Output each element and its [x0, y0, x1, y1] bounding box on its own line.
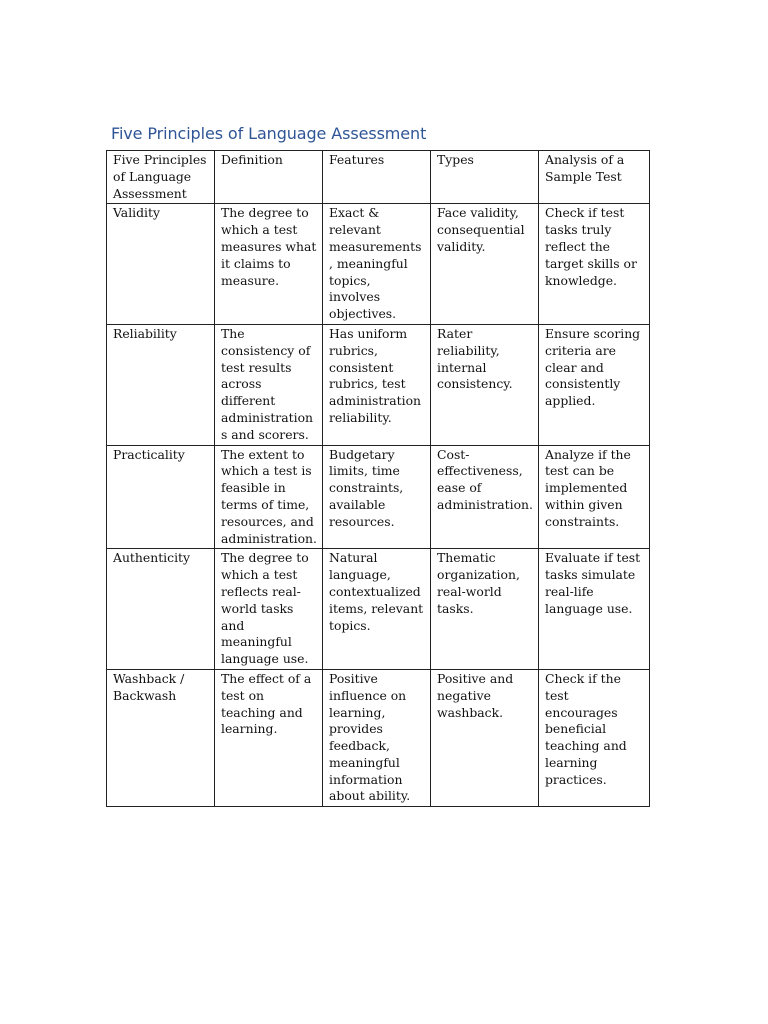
cell-types: Thematic organization, real-world tasks. [431, 549, 539, 670]
cell-types: Rater reliability, internal consistency. [431, 324, 539, 445]
cell-analysis: Analyze if the test can be implemented within given constraints. [539, 445, 650, 549]
cell-definition: The degree to which a test reflects real-world tasks and meaningful language use. [215, 549, 323, 670]
cell-principle: Practicality [107, 445, 215, 549]
cell-features: Budgetary limits, time constraints, available resources. [323, 445, 431, 549]
cell-analysis: Ensure scoring criteria are clear and consistently applied. [539, 324, 650, 445]
table-row [107, 445, 650, 549]
cell-principle: Reliability [107, 324, 215, 445]
cell-definition: The consistency of test results across different administrations and scorers. [215, 324, 323, 445]
cell-analysis: Check if test tasks truly reflect the target skills or knowledge. [539, 204, 650, 325]
cell-types: Cost-effectiveness, ease of administration. [431, 445, 539, 549]
cell-features: Has uniform rubrics, consistent rubrics, test administration reliability. [323, 324, 431, 445]
cell-principle: Authenticity [107, 549, 215, 670]
header-types: Types [431, 151, 539, 204]
cell-features: Positive influence on learning, provides feedback, meaningful information about ability. [323, 669, 431, 806]
cell-analysis: Check if the test encourages beneficial teaching and learning practices. [539, 669, 650, 806]
page-title: Five Principles of Language Assessment [111, 124, 427, 143]
cell-types: Positive and negative washback. [431, 669, 539, 806]
cell-types: Face validity, consequential validity. [431, 204, 539, 325]
table-row [107, 204, 650, 325]
table-row [107, 669, 650, 806]
cell-definition: The degree to which a test measures what it claims to measure. [215, 204, 323, 325]
header-principles: Five Principles of Language Assessment [107, 151, 215, 204]
header-features: Features [323, 151, 431, 204]
cell-analysis: Evaluate if test tasks simulate real-life language use. [539, 549, 650, 670]
cell-principle: Washback / Backwash [107, 669, 215, 806]
table-header-row [107, 151, 650, 204]
header-analysis: Analysis of a Sample Test [539, 151, 650, 204]
header-definition: Definition [215, 151, 323, 204]
table-row [107, 549, 650, 670]
cell-definition: The extent to which a test is feasible in terms of time, resources, and administration. [215, 445, 323, 549]
table-row [107, 324, 650, 445]
cell-features: Natural language, contextualized items, relevant topics. [323, 549, 431, 670]
cell-definition: The effect of a test on teaching and learning. [215, 669, 323, 806]
principles-table [106, 150, 650, 807]
cell-principle: Validity [107, 204, 215, 325]
cell-features: Exact & relevant measurements, meaningful topics, involves objectives. [323, 204, 431, 325]
